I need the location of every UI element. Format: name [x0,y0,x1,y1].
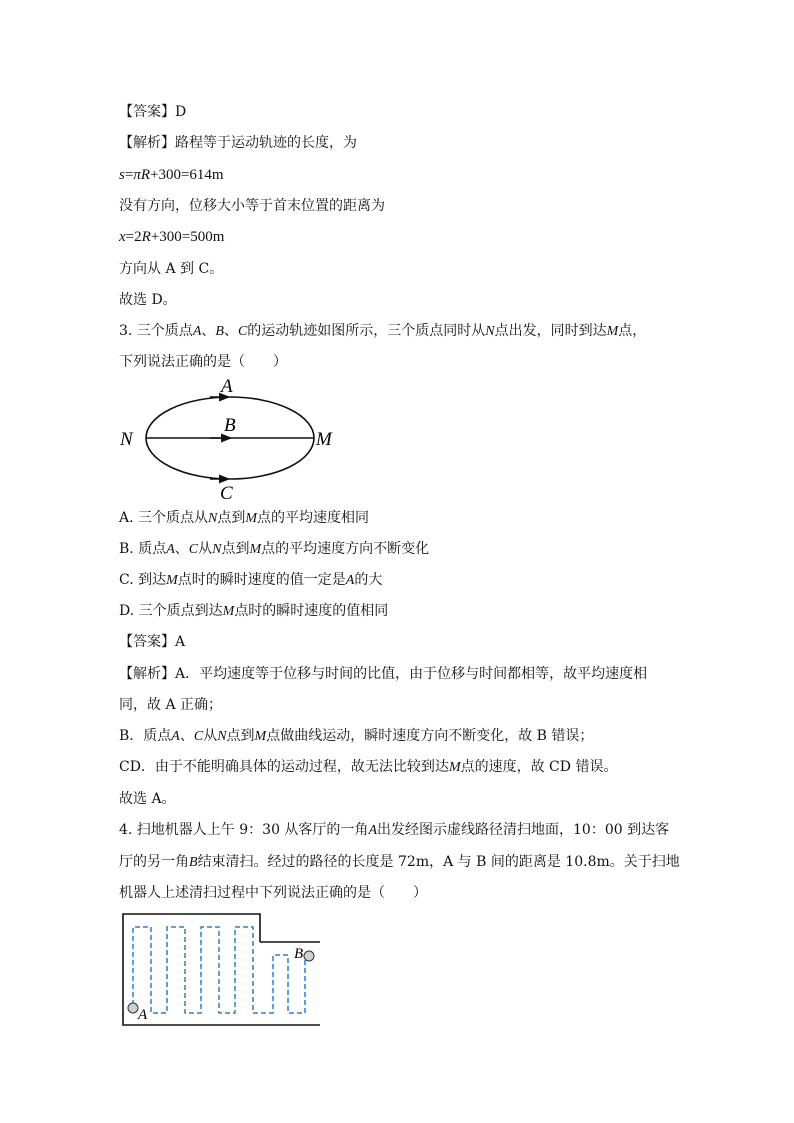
var-m: M [606,324,619,339]
var-m: M [448,760,461,775]
q3-option-a [119,508,369,529]
q3-trajectory-figure [110,372,350,504]
label-c: C [220,483,233,504]
option-text: 点的平均速度相同 [257,510,370,526]
q3-option-b [119,539,429,560]
formula-r: R [140,167,150,183]
answer-value: D [175,104,187,120]
var-c: C [237,324,248,339]
option-text: 、 [174,541,189,557]
var-m: M [249,542,262,557]
stem-text: 出发经图示虚线路径清扫地面，10：00 到达客 [377,822,670,838]
q2-analysis [119,133,357,153]
label-n: N [120,429,133,450]
stem-text: 3. 三个质点 [119,323,193,339]
option-text: 点到 [217,510,246,526]
analysis-text: 点做曲线运动，瞬时速度方向不断变化，故 B 错误； [266,728,594,744]
label-a: A [138,1007,148,1023]
formula-eq: = [124,167,134,183]
formula-rest: +300=614m [150,167,224,183]
label-a: A [221,376,233,397]
q2-answer [119,102,186,122]
var-a: A [166,542,175,557]
var-a: A [192,324,202,339]
q3-stem-line1 [119,321,646,342]
q4-stem-line3: 机器人上述清扫过程中下列说法正确的是（ ） [119,885,427,901]
q2-line3: 没有方向，位移大小等于首末位置的距离为 [119,198,385,214]
analysis-text: CD．由于不能明确具体的运动过程，故无法比较到达 [119,759,449,775]
q4-stem-line1 [119,820,669,841]
robot-start-a [128,1003,138,1013]
option-text: 点时的瞬时速度的值一定是 [177,572,346,588]
var-a: A [368,823,377,838]
formula-var: s [119,167,125,183]
analysis-text: 从 [203,728,218,744]
label-m: M [316,429,332,450]
q2-formula-path [119,165,224,185]
answer-value: A [175,634,186,650]
var-n: N [485,324,495,339]
formula-pi: π [133,167,141,183]
var-m: M [222,604,235,619]
option-text: B. 质点 [119,541,167,557]
analysis-text: B．质点 [119,728,172,744]
robot-end-b [304,951,314,961]
stem-text: 的运动轨迹如图所示，三个质点同时从 [247,323,486,339]
var-c: C [188,542,199,557]
stem-text: 4. 扫地机器人上午 9：30 从客厅的一角 [119,822,369,838]
var-n: N [212,542,222,557]
analysis-label: 【解析】 [119,135,175,151]
option-text: 点时的瞬时速度的值相同 [234,603,389,619]
q2-line6: 故选 D。 [119,292,177,308]
q2-line5: 方向从 A 到 C。 [119,261,224,277]
q3-analysis-line3 [119,726,593,747]
stem-text: 、 [201,323,216,339]
option-text: 点的平均速度方向不断变化 [261,541,430,557]
var-m: M [166,573,178,588]
option-text: A. 三个质点从 [119,510,209,526]
formula-eq: =2 [125,229,142,245]
q3-stem-line2: 下列说法正确的是（ ） [119,354,287,370]
var-a: A [171,729,180,744]
answer-label: 【答案】 [119,634,175,650]
q3-analysis-line2: 同，故 A 正确； [119,697,223,713]
analysis-text: 、 [179,728,194,744]
stem-text: 、 [223,323,238,339]
q3-option-c [119,570,382,591]
analysis-text: 点到 [226,728,255,744]
formula-r: R [141,229,151,245]
option-text: 从 [198,541,213,557]
stem-text: 结束清扫。经过的路径的长度是 72m，A 与 B 间的距离是 10.8m。关于扫地 [197,854,680,870]
q4-cleaning-path-figure [115,908,330,1033]
formula-rest: +300=500m [150,229,225,245]
q3-analysis-line1 [119,664,647,684]
formula-var: x [119,229,126,245]
answer-label: 【答案】 [119,104,175,120]
var-n: N [217,729,227,744]
q3-option-d [119,601,388,622]
q3-answer [119,632,185,652]
option-text: 的大 [354,572,383,588]
stem-text: 点， [618,323,647,339]
q3-analysis-line4 [119,757,617,778]
analysis-text: 路程等于运动轨迹的长度，为 [175,135,357,151]
q4-stem-line2 [119,852,680,873]
var-m: M [254,729,267,744]
analysis-label: 【解析】 [119,666,175,682]
q2-formula-displacement [119,227,224,247]
q3-analysis-line5: 故选 A。 [119,791,176,807]
label-b: B [294,946,304,962]
var-c: C [193,729,204,744]
cleaning-path-dashed [133,927,305,1013]
option-text: D. 三个质点到达 [119,603,223,619]
analysis-text: 点的速度，故 CD 错误。 [460,759,618,775]
var-b: B [215,324,224,339]
var-m: M [245,511,258,526]
label-b: B [224,415,236,436]
var-a: A [345,573,355,588]
var-n: N [208,511,218,526]
option-text: C. 到达 [119,572,167,588]
var-b: B [189,855,198,870]
stem-text: 厅的另一角 [119,854,189,870]
option-text: 点到 [221,541,250,557]
room-outline [123,914,320,1025]
analysis-text: A．平均速度等于位移与时间的比值，由于位移与时间都相等，故平均速度相 [175,666,648,682]
stem-text: 点出发，同时到达 [494,323,607,339]
